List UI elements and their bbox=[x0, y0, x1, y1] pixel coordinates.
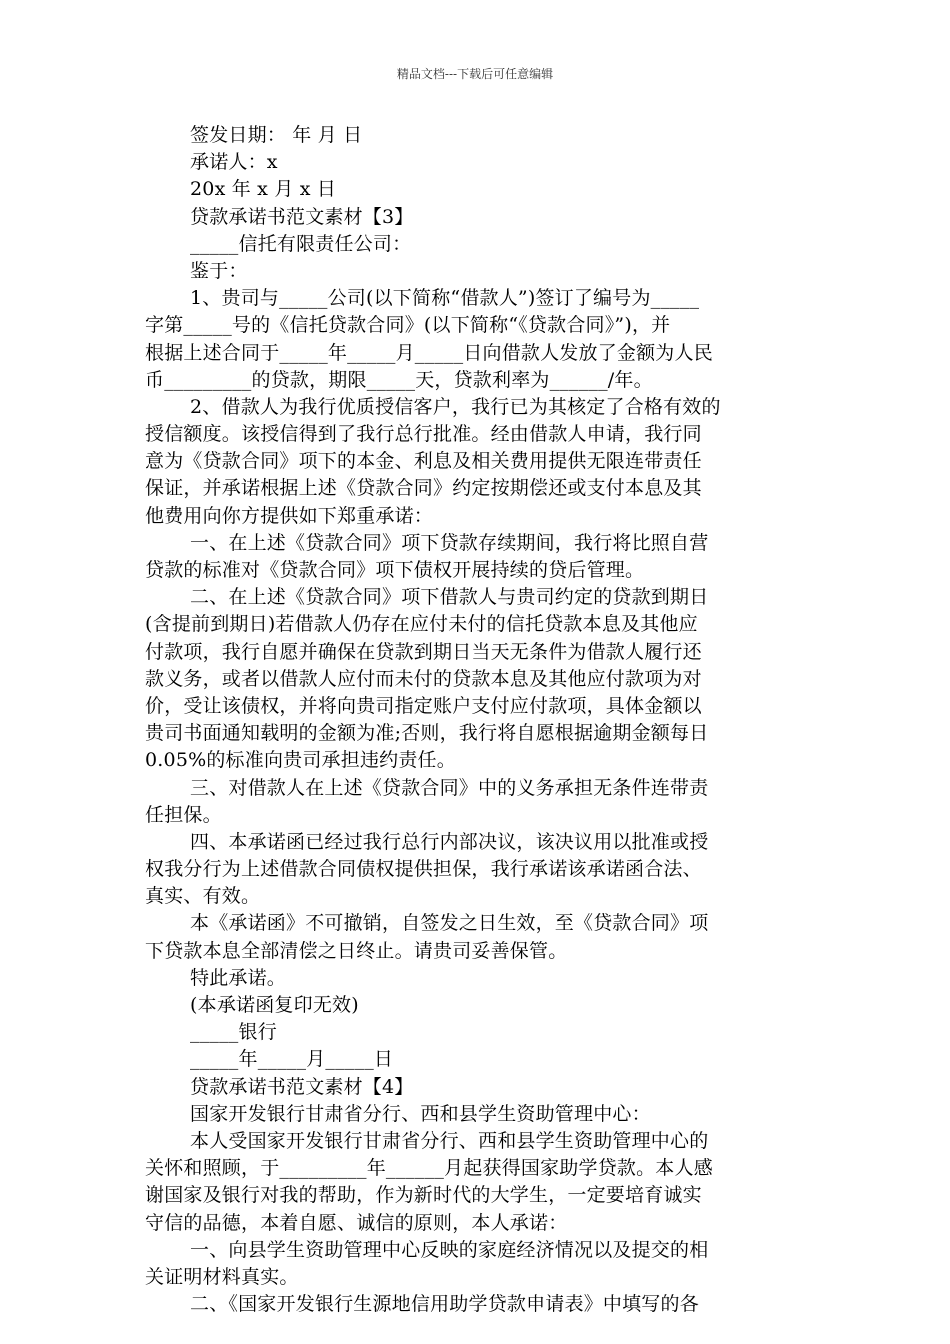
text-line: 2、借款人为我行优质授信客户，我行已为其核定了合格有效的 bbox=[190, 395, 721, 418]
text-line: 贵司书面通知载明的金额为准;否则，我行将自愿根据逾期金额每日 bbox=[145, 722, 709, 745]
text-line: 他费用向你方提供如下郑重承诺： bbox=[145, 504, 434, 527]
text-line: 贷款承诺书范文素材【4】 bbox=[190, 1075, 414, 1098]
text-line: 字第_____号的《信托贷款合同》(以下简称“《贷款合同》”)，并 bbox=[145, 314, 671, 337]
text-line: 鉴于： bbox=[190, 259, 248, 282]
text-line: 授信额度。该授信得到了我行总行批准。经由借款人申请，我行同 bbox=[145, 423, 702, 446]
text-line: 根据上述合同于_____年_____月_____日向借款人发放了金额为人民 bbox=[145, 341, 713, 364]
text-line: 本人受国家开发银行甘肃省分行、西和县学生资助管理中心的 bbox=[190, 1129, 709, 1152]
text-line: 本《承诺函》不可撤销，自签发之日生效，至《贷款合同》项 bbox=[190, 912, 709, 935]
text-line: 保证，并承诺根据上述《贷款合同》约定按期偿还或支付本息及其 bbox=[145, 477, 702, 500]
text-line: 四、本承诺函已经过我行总行内部决议，该决议用以批准或授 bbox=[190, 830, 709, 853]
text-line: _____年_____月_____日 bbox=[190, 1048, 394, 1071]
text-line: 贷款承诺书范文素材【3】 bbox=[190, 205, 414, 228]
text-line: 特此承诺。 bbox=[190, 966, 287, 989]
text-line: (本承诺函复印无效) bbox=[190, 994, 359, 1016]
text-line: 0.05%的标准向贵司承担违约责任。 bbox=[145, 749, 456, 772]
text-line: 意为《贷款合同》项下的本金、利息及相关费用提供无限连带责任 bbox=[145, 450, 702, 473]
text-line: 币_________的贷款，期限_____天，贷款利率为______/年。 bbox=[145, 368, 653, 391]
text-line: 20x 年 x 月 x 日 bbox=[190, 178, 337, 201]
text-line: 谢国家及银行对我的帮助，作为新时代的大学生，一定要培育诚实 bbox=[145, 1184, 702, 1207]
text-line: 守信的品德，本着自愿、诚信的原则，本人承诺： bbox=[145, 1211, 568, 1234]
text-line: 款义务，或者以借款人应付而未付的贷款本息及其他应付款项为对 bbox=[145, 667, 702, 690]
document-body bbox=[145, 122, 805, 1318]
page-header: 精品文档---下载后可任意编辑 bbox=[396, 67, 554, 81]
text-line: 任担保。 bbox=[145, 803, 222, 826]
text-line: 下贷款本息全部清偿之日终止。请贵司妥善保管。 bbox=[145, 939, 568, 962]
text-line: 签发日期： 年 月 日 bbox=[190, 124, 363, 146]
text-line: 关证明材料真实。 bbox=[145, 1265, 299, 1288]
text-line: 关怀和照顾，于_________年______月起获得国家助学贷款。本人感 bbox=[145, 1157, 713, 1180]
text-line: 1、贵司与_____公司(以下简称“借款人”)签订了编号为_____ bbox=[190, 287, 700, 310]
text-line: 贷款的标准对《贷款合同》项下债权开展持续的贷后管理。 bbox=[145, 559, 645, 581]
text-line: 国家开发银行甘肃省分行、西和县学生资助管理中心： bbox=[190, 1102, 651, 1125]
text-line: _____信托有限责任公司： bbox=[190, 232, 412, 255]
text-line: (含提前到期日)若借款人仍存在应付未付的信托贷款本息及其他应 bbox=[145, 613, 698, 636]
text-line: 权我分行为上述借款合同债权提供担保，我行承诺该承诺函合法、 bbox=[145, 858, 702, 881]
text-line: 二、《国家开发银行生源地信用助学贷款申请表》中填写的各 bbox=[190, 1293, 699, 1316]
text-line: _____银行 bbox=[190, 1021, 277, 1044]
text-line: 价，受让该债权，并将向贵司指定账户支付应付款项，具体金额以 bbox=[145, 694, 702, 717]
text-line: 真实、有效。 bbox=[145, 885, 261, 908]
text-line: 一、在上述《贷款合同》项下贷款存续期间，我行将比照自营 bbox=[190, 531, 709, 554]
text-line: 付款项，我行自愿并确保在贷款到期日当天无条件为借款人履行还 bbox=[145, 640, 702, 663]
text-line: 二、在上述《贷款合同》项下借款人与贵司约定的贷款到期日 bbox=[190, 586, 709, 609]
text-line: 承诺人：x bbox=[190, 151, 278, 174]
text-line: 三、对借款人在上述《贷款合同》中的义务承担无条件连带责 bbox=[190, 776, 709, 799]
text-line: 一、向县学生资助管理中心反映的家庭经济情况以及提交的相 bbox=[190, 1238, 709, 1261]
